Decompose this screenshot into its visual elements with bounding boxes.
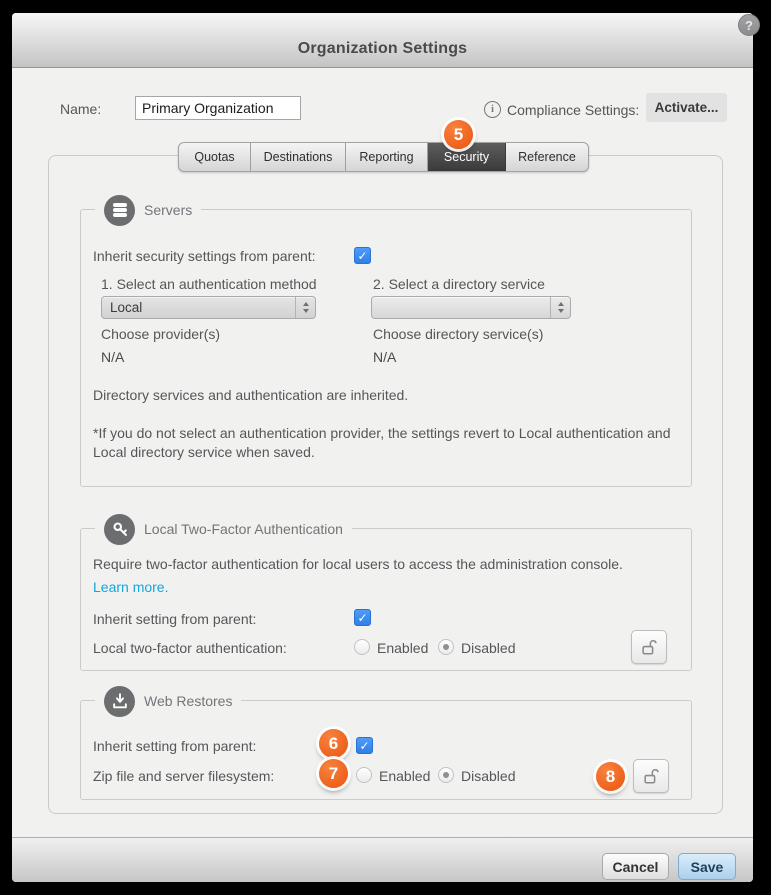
tab-security[interactable]: Security (428, 143, 506, 171)
tab-quotas[interactable]: Quotas (179, 143, 251, 171)
check-glyph: ✓ (357, 248, 368, 263)
learn-more-link[interactable]: Learn more. (93, 579, 169, 595)
tab-reference[interactable]: Reference (518, 150, 576, 164)
web-restores-enabled-label: Enabled (379, 768, 431, 784)
web-restores-lock-button[interactable] (633, 759, 669, 793)
web-restores-section (80, 693, 692, 800)
web-restores-setting-label: Zip file and server filesystem: (93, 768, 275, 784)
two-factor-disabled-radio[interactable] (438, 639, 454, 655)
info-icon (484, 101, 501, 118)
info-glyph: i (491, 104, 494, 115)
web-restores-title: Web Restores (144, 693, 233, 709)
auth-method-select[interactable] (101, 296, 316, 319)
two-factor-inherit-label: Inherit setting from parent: (93, 611, 257, 627)
tab-bar (178, 142, 589, 172)
web-restores-enabled-radio[interactable] (356, 767, 372, 783)
web-restores-legend (95, 685, 241, 717)
auth-method-label: 1. Select an authentication method (101, 276, 317, 292)
name-input[interactable] (135, 96, 301, 120)
save-button[interactable]: Save (678, 853, 736, 880)
tab-destinations[interactable]: Destinations (251, 143, 346, 171)
footnote: *If you do not select an authentication provider, the settings revert to Local authentication and Local directory service when saved. (93, 425, 671, 460)
download-icon (104, 686, 135, 717)
callout-badge-5: 5 (444, 120, 473, 149)
directory-service-label: 2. Select a directory service (373, 276, 545, 292)
help-icon[interactable] (738, 14, 760, 36)
two-factor-legend (95, 513, 352, 545)
two-factor-title: Local Two-Factor Authentication (144, 521, 343, 537)
servers-section (80, 202, 692, 487)
two-factor-disabled-label: Disabled (461, 640, 516, 656)
callout-badge-6: 6 (319, 729, 348, 758)
name-label: Name: (60, 101, 102, 117)
directory-service-select[interactable] (371, 296, 571, 319)
inherited-note: Directory services and authentication are inherited. (93, 387, 409, 403)
web-restores-inherit-label: Inherit setting from parent: (93, 738, 257, 754)
activate-button[interactable]: Activate... (646, 93, 727, 122)
key-icon (104, 514, 135, 545)
check-glyph: ✓ (359, 738, 370, 753)
choose-providers-value: N/A (101, 349, 125, 365)
choose-providers-label: Choose provider(s) (101, 326, 221, 342)
web-restores-disabled-label: Disabled (461, 768, 516, 784)
two-factor-setting-label: Local two-factor authentication: (93, 640, 287, 656)
two-factor-description: Require two-factor authentication for local users to access the administration console. (93, 556, 623, 572)
callout-badge-7: 7 (319, 759, 348, 788)
check-glyph: ✓ (357, 610, 368, 625)
two-factor-enabled-label: Enabled (377, 640, 429, 656)
compliance-settings-label: Compliance Settings: (507, 102, 640, 118)
organization-settings-dialog (12, 13, 753, 882)
web-restores-disabled-radio[interactable] (438, 767, 454, 783)
two-factor-section (80, 521, 692, 671)
stepper-arrows-icon (295, 297, 315, 318)
database-icon (104, 195, 135, 226)
two-factor-enabled-radio[interactable] (354, 639, 370, 655)
dialog-titlebar (12, 13, 753, 68)
stepper-arrows-icon (550, 297, 570, 318)
unlock-icon (640, 638, 658, 656)
two-factor-inherit-checkbox[interactable] (354, 609, 371, 626)
auth-method-value: Local (110, 300, 143, 315)
two-factor-lock-button[interactable] (631, 630, 667, 664)
cancel-button[interactable]: Cancel (602, 853, 669, 880)
web-restores-inherit-checkbox[interactable] (356, 737, 373, 754)
choose-directory-value: N/A (373, 349, 397, 365)
help-glyph: ? (745, 17, 753, 33)
tab-reporting[interactable]: Reporting (346, 143, 428, 171)
servers-legend (95, 194, 201, 226)
servers-inherit-checkbox[interactable] (354, 247, 371, 264)
unlock-icon (642, 767, 660, 785)
choose-directory-label: Choose directory service(s) (373, 326, 544, 342)
servers-title: Servers (144, 202, 193, 218)
callout-badge-8: 8 (596, 762, 625, 791)
servers-inherit-label: Inherit security settings from parent: (93, 248, 316, 264)
dialog-title: Organization Settings (297, 40, 468, 57)
